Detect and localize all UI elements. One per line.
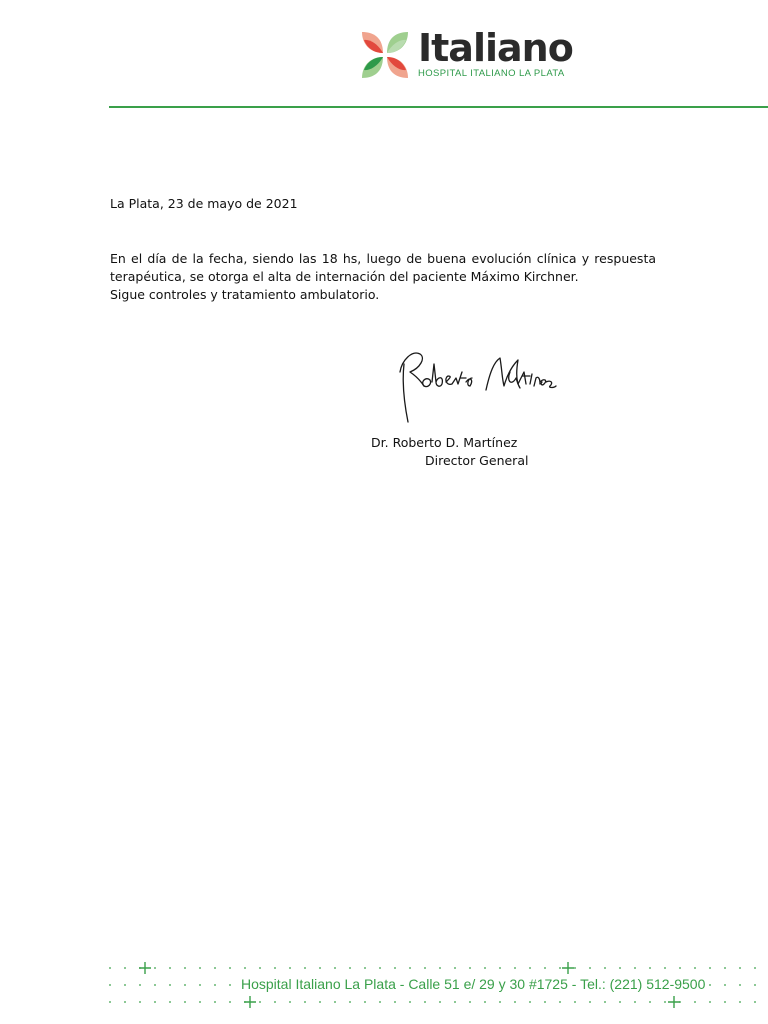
plus-icon [668, 996, 680, 1008]
header-divider [109, 106, 768, 108]
plus-icon [562, 962, 574, 974]
handwritten-signature [390, 342, 560, 430]
hospital-logo [358, 28, 573, 82]
letter-date: La Plata, 23 de mayo de 2021 [110, 196, 298, 211]
plus-icon [244, 996, 256, 1008]
letter-body [110, 250, 656, 304]
letter-paragraph: Sigue controles y tratamiento ambulatorio. [110, 287, 380, 302]
letter-paragraph: En el día de la fecha, siendo las 18 hs, luego de buena evolución clínica y respuesta terapéutica, se otorga el alta de internación del paciente Máximo Kirchner. [110, 251, 656, 284]
hospital-logo-icon [358, 28, 412, 82]
plus-icon [139, 962, 151, 974]
signatory-role: Director General [425, 453, 529, 468]
logo-subtitle: HOSPITAL ITALIANO LA PLATA [418, 68, 565, 79]
signatory-name: Dr. Roberto D. Martínez [371, 435, 518, 450]
logo-name: Italiano [418, 26, 573, 70]
footer-address: Hospital Italiano La Plata - Calle 51 e/ 29 y 30 #1725 - Tel.: (221) 512-9500 [241, 976, 706, 992]
